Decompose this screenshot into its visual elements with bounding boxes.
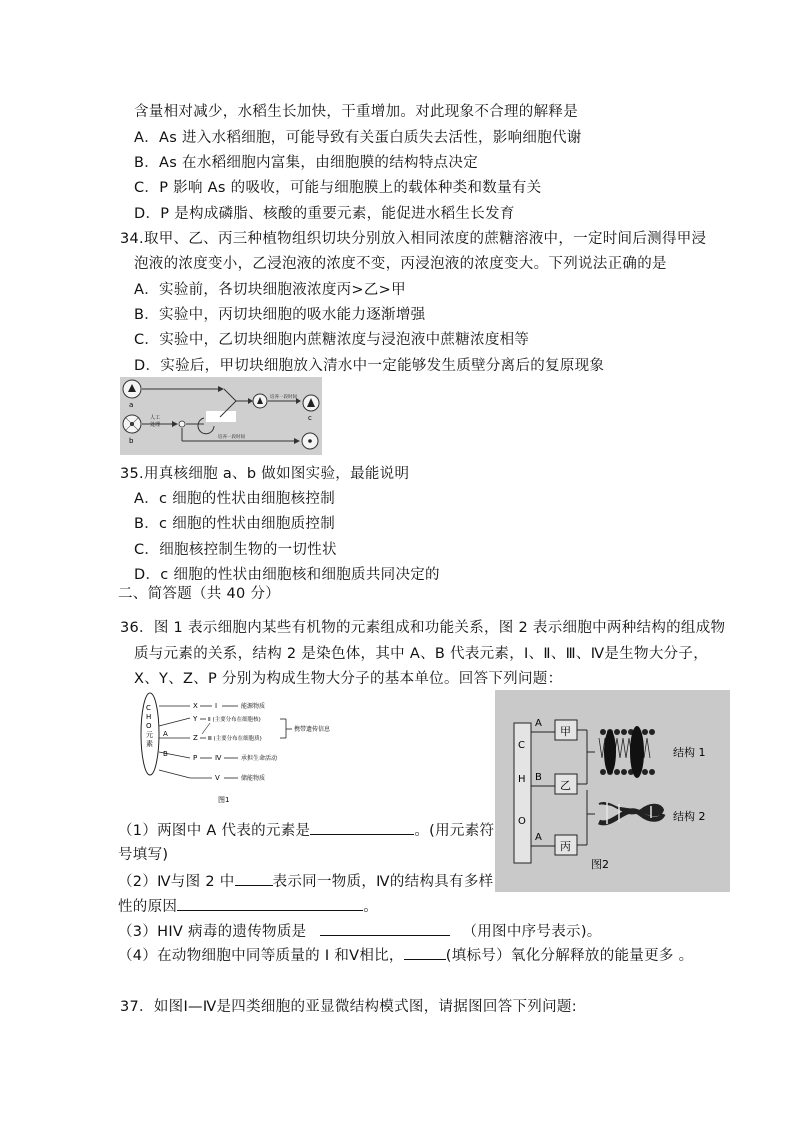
answer-blank-3[interactable] <box>177 896 363 911</box>
q36-sub1-line2: 号填写) <box>118 847 169 863</box>
q34-option-c: C．实验中，乙切块细胞内蔗糖浓度与浸泡液中蔗糖浓度相等 <box>134 332 530 348</box>
q33-stem-tail: 含量相对减少，水稻生长加快，干重增加。对此现象不合理的解释是 <box>134 104 578 120</box>
elements-label: C H O 元素 <box>146 704 153 748</box>
q34-stem-line2: 泡液的浓度变小，乙浸泡液的浓度不变，丙浸泡液的浓度变大。下列说法正确的是 <box>134 256 667 272</box>
fig1-row-3 <box>193 734 262 742</box>
fig1-row-1 <box>193 702 265 710</box>
fig1-caption: 图1 <box>218 796 230 804</box>
figure-2 <box>495 690 730 892</box>
nucleus-b <box>179 421 185 427</box>
q35-option-c: C．细胞核控制生物的一切性状 <box>134 542 337 558</box>
answer-blank-2[interactable] <box>235 871 273 886</box>
fig2-element-o: O <box>518 816 526 827</box>
section2-heading: 二、简答题（共 40 分） <box>118 586 281 602</box>
label-c: c <box>308 414 312 422</box>
q33-option-d: D．P 是构成磷脂、核酸的重要元素，能促进水稻生长发育 <box>134 206 515 222</box>
fig2-label-b: B <box>535 772 542 783</box>
fig1-row-2 <box>192 715 261 723</box>
svg-text:Y: Y <box>193 715 198 723</box>
answer-blank-1[interactable] <box>310 820 414 835</box>
q33-option-a: A．As 进入水稻细胞，可能导致有关蛋白质失去活性，影响细胞代谢 <box>134 130 582 146</box>
q35-experiment-figure <box>120 377 322 455</box>
svg-text:Ⅳ: Ⅳ <box>215 754 222 762</box>
svg-text:乙: 乙 <box>560 779 571 792</box>
cell-b-result <box>302 433 318 449</box>
svg-text:P: P <box>193 754 198 762</box>
fig2-caption: 图2 <box>591 858 609 871</box>
q36-sub4: （4）在动物细胞中同等质量的 I 和Ⅴ相比， (填标号）氧化分解释放的能量更多 。 <box>118 945 693 966</box>
answer-blank-5[interactable] <box>404 945 446 960</box>
svg-text:储能物质: 储能物质 <box>241 775 266 782</box>
label-b: b <box>129 437 134 445</box>
q33-option-b: B．As 在水稻细胞内富集，由细胞膜的结构特点决定 <box>134 155 479 171</box>
svg-text:丙: 丙 <box>560 840 571 853</box>
cell-c <box>303 395 319 411</box>
q34-option-d: D．实验后，甲切块细胞放入清水中一定能够发生质壁分离后的复原现象 <box>134 358 605 374</box>
q36-stem-line3: X、Y、Z、P 分别为构成生物大分子的基本单位。回答下列问题： <box>134 671 563 687</box>
q35-stem: 35.用真核细胞 a、b 做如图实验，最能说明 <box>120 466 410 482</box>
cell-b <box>123 415 141 433</box>
fig2-element-h: H <box>518 774 526 785</box>
svg-text:Ⅴ: Ⅴ <box>215 774 220 782</box>
q36-stem-line2: 质与元素的关系，结构 2 是染色体，其中 A、B 代表元素，Ⅰ、Ⅱ、Ⅲ、Ⅳ是生物大分子， <box>134 646 709 662</box>
q37-stem: 37．如图Ⅰ—Ⅳ是四类细胞的亚显微结构模式图，请据图回答下列问题: <box>120 999 577 1015</box>
q35-option-b: B．c 细胞的性状由细胞质控制 <box>134 516 336 532</box>
culture-label-1: 培养一段时间 <box>270 395 297 400</box>
q33-option-c: C．P 影响 As 的吸收，可能与细胞膜上的载体种类和数量有关 <box>134 180 542 196</box>
q35-option-a: A．c 细胞的性状由细胞核控制 <box>134 491 335 507</box>
fig2-element-c: C <box>518 740 525 751</box>
svg-text:Z: Z <box>193 734 198 742</box>
cell-a <box>123 380 141 398</box>
structure-1-label: 结构 1 <box>673 746 706 759</box>
fig1-carry-genetic-info: 携带遗传信息 <box>294 726 331 733</box>
svg-text:Ⅱ (主要分布在细胞核): Ⅱ (主要分布在细胞核) <box>208 717 261 723</box>
fig2-label-a1: A <box>535 718 542 729</box>
q34-stem-line1: 34.取甲、乙、丙三种植物组织切块分别放入相同浓度的蔗糖溶液中，一定时间后测得甲浸 <box>120 231 707 247</box>
svg-text:Ⅲ (主要分布在细胞质): Ⅲ (主要分布在细胞质) <box>208 736 262 742</box>
q36-sub1-line1: （1）两图中 A 代表的元素是 。(用元素符 <box>118 820 494 841</box>
q34-option-a: A．实验前，各切块细胞液浓度丙>乙>甲 <box>134 282 406 298</box>
q36-stem-line1: 36．图 1 表示细胞内某些有机物的元素组成和功能关系，图 2 表示细胞中两种结构的组成物 <box>120 620 726 636</box>
fig1-row-5 <box>190 774 265 782</box>
q36-sub2-line2: 性的原因 。 <box>118 896 378 917</box>
structure-2-label: 结构 2 <box>673 810 706 823</box>
q34-option-b: B．实验中，丙切块细胞的吸水能力逐渐增强 <box>134 307 426 323</box>
fig1-label-b: B <box>163 750 168 758</box>
fig1-row-4 <box>193 754 277 762</box>
fig1-label-a: A <box>163 730 168 738</box>
answer-blank-4[interactable] <box>320 921 450 936</box>
svg-text:甲: 甲 <box>560 725 571 738</box>
culture-label-2: 培养一段时间 <box>218 435 245 440</box>
q36-sub3: （3）HIV 病毒的遗传物质是 （用图中序号表示)。 <box>118 921 602 942</box>
svg-text:Ⅰ: Ⅰ <box>215 702 218 710</box>
fig2-label-a2: A <box>535 832 542 843</box>
q36-sub2-line1: （2）Ⅳ与图 2 中 表示同一物质，Ⅳ的结构具有多样 <box>118 871 493 892</box>
svg-text:X: X <box>193 702 198 710</box>
svg-text:能源物质: 能源物质 <box>241 703 266 710</box>
label-a: a <box>129 401 134 409</box>
figure-1 <box>130 690 370 808</box>
process-label: 人工处理 <box>150 415 161 428</box>
q35-option-d: D．c 细胞的性状由细胞核和细胞质共同决定的 <box>134 567 440 583</box>
svg-text:承担生命活动: 承担生命活动 <box>241 755 278 762</box>
